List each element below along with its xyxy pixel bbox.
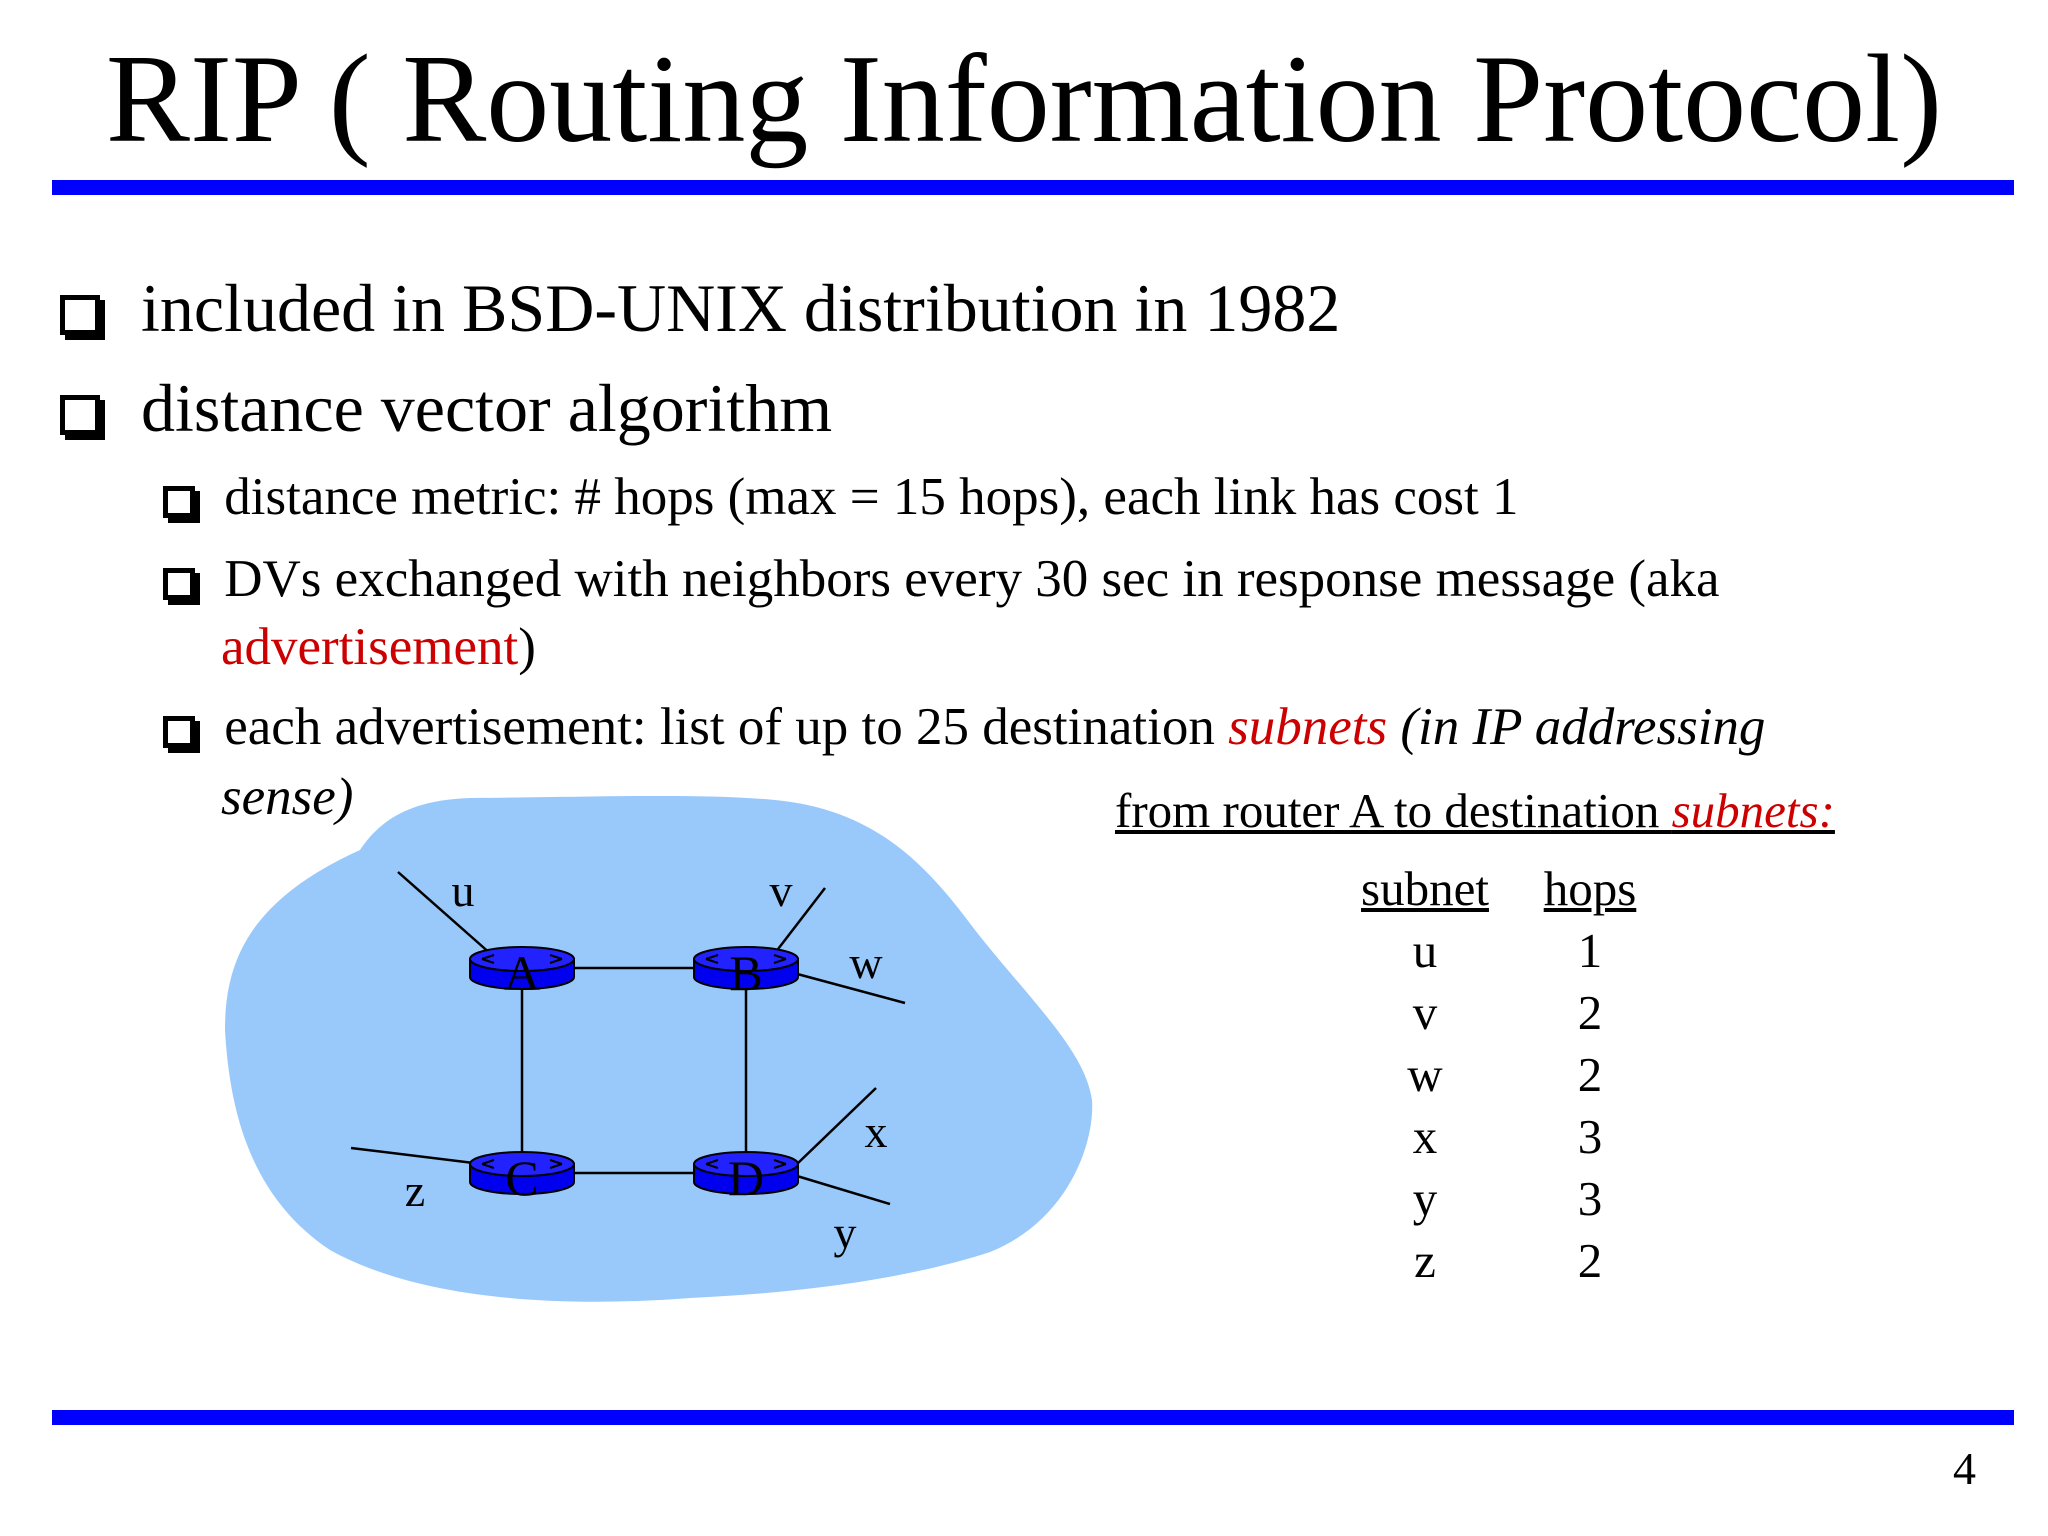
subnet-label-w: w [849, 937, 883, 988]
table-cell-hops: 2 [1577, 985, 1603, 1040]
bottom-rule [52, 1410, 2014, 1425]
table-header-hops: hops [1543, 861, 1637, 916]
table-header-subnet: subnet [1361, 861, 1489, 916]
table-cell-hops: 3 [1577, 1109, 1603, 1164]
table-cell-hops: 2 [1577, 1047, 1603, 1102]
router-label: C [505, 1150, 539, 1206]
table-cell-subnet: u [1412, 923, 1438, 978]
table-cell-hops: 2 [1577, 1233, 1603, 1288]
sub-bullet-2-text: DVs exchanged with neighbors every 30 sec in response message (aka [224, 550, 1720, 608]
sub-bullet-3: each advertisement: list of up to 25 destination subnets (in IP addressing [163, 694, 1765, 760]
table-cell-subnet: z [1414, 1233, 1436, 1288]
table-cell-subnet: x [1412, 1109, 1438, 1164]
router-label: D [727, 1150, 765, 1206]
table-cell-hops: 1 [1577, 923, 1603, 978]
table-cell-subnet: v [1412, 985, 1438, 1040]
router-label: B [729, 945, 763, 1001]
bullet-2-text: distance vector algorithm [141, 370, 833, 446]
table-caption: from router A to destination subnets: [1115, 783, 1835, 838]
subnet-label-z: z [404, 1165, 426, 1216]
advertisement-term: advertisement [221, 618, 519, 676]
router-label: A [503, 945, 541, 1001]
sub-bullet-3-text: each advertisement: list of up to 25 destination [224, 698, 1229, 756]
sub-bullet-1-text: distance metric: # hops (max = 15 hops), each link has cost 1 [224, 468, 1519, 526]
bullet-1-text: included in BSD-UNIX distribution in 1982 [141, 270, 1341, 346]
network-cloud [225, 796, 1092, 1302]
sub-bullet-2-line2: advertisement) [221, 618, 536, 676]
subnet-label-y: y [833, 1207, 857, 1258]
subnet-label-v: v [769, 865, 793, 916]
slide-title: RIP ( Routing Information Protocol) [105, 30, 1943, 169]
subnet-label-u: u [451, 865, 475, 916]
table-column-hops [1525, 858, 1655, 1292]
subnet-label-x: x [864, 1106, 888, 1157]
table-cell-subnet: w [1407, 1047, 1443, 1102]
table-cell-hops: 3 [1577, 1171, 1603, 1226]
page-number: 4 [1953, 1443, 1976, 1494]
sub-bullet-3-line2: sense) [221, 768, 354, 826]
table-cell-subnet: y [1412, 1171, 1438, 1226]
subnets-term: subnets [1228, 698, 1388, 756]
table-column-subnet [1340, 858, 1510, 1292]
